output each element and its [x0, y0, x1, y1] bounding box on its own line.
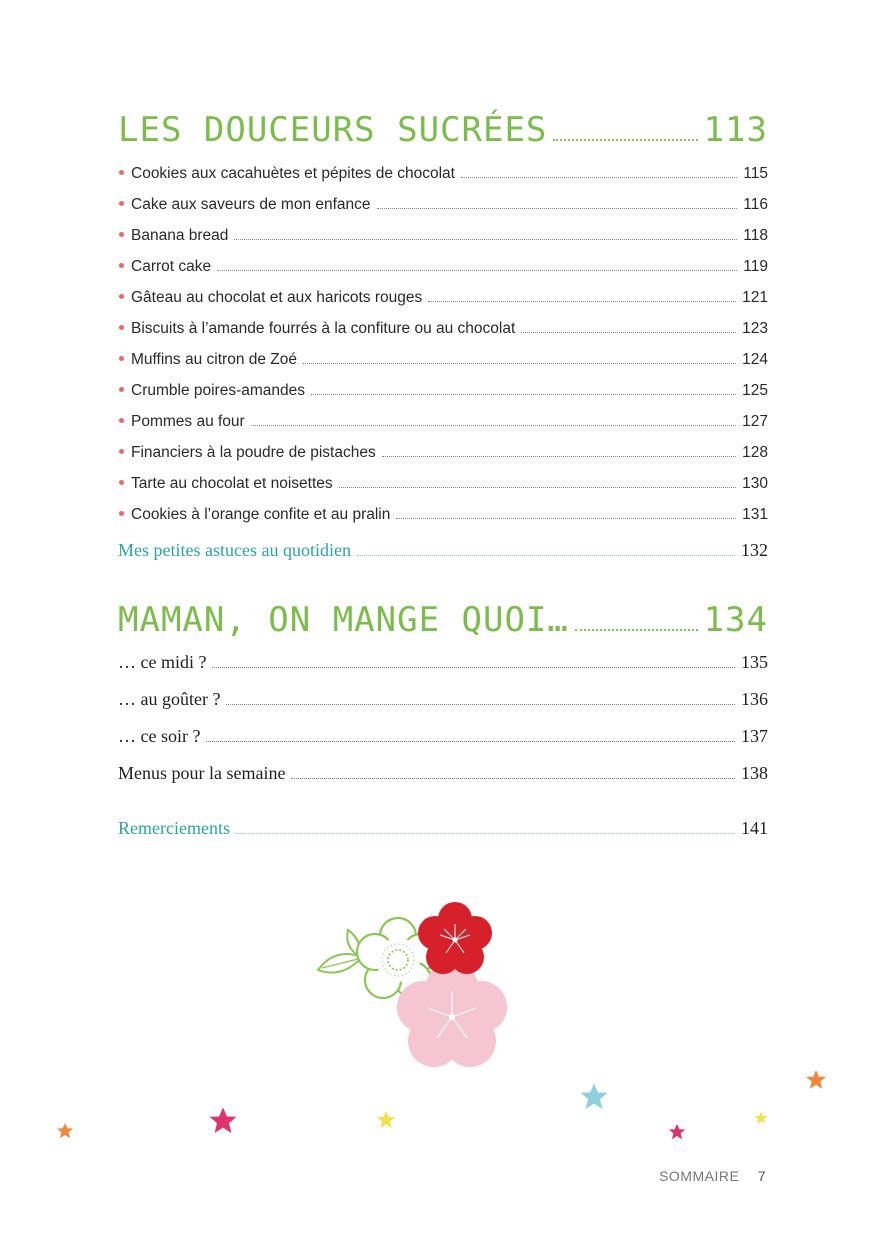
- leader-dots: [206, 732, 735, 742]
- section-title-douceurs[interactable]: [118, 110, 768, 150]
- toc-entry-page: 138: [741, 763, 768, 783]
- leader-dots: [291, 769, 735, 779]
- toc-entry-label: Cookies à l’orange confite et au pralin: [131, 506, 391, 523]
- leader-dots: [553, 127, 697, 141]
- leader-dots: [311, 386, 736, 395]
- toc-entry-page: 137: [741, 726, 768, 746]
- toc-entry-page: 141: [741, 818, 768, 838]
- toc-entry-label: Menus pour la semaine: [118, 763, 286, 783]
- section-page-number: 113: [703, 110, 768, 150]
- bullet-icon: [119, 325, 124, 330]
- leader-dots: [575, 617, 698, 631]
- toc-entry[interactable]: [118, 258, 768, 276]
- toc-entry-page: 124: [742, 351, 768, 368]
- toc-entry[interactable]: [118, 763, 768, 784]
- bullet-icon: [119, 263, 124, 268]
- bullet-icon: [119, 356, 124, 361]
- toc-entry-page: 136: [741, 689, 768, 709]
- toc-entry[interactable]: [118, 289, 768, 307]
- bullet-icon: [119, 449, 124, 454]
- toc-entry-label: Mes petites astuces au quotidien: [118, 540, 351, 560]
- section-title-label: MAMAN, ON MANGE QUOI…: [118, 600, 569, 640]
- toc-entry[interactable]: [118, 413, 768, 431]
- star-icon: [56, 1122, 74, 1140]
- section-page-number: 134: [703, 600, 768, 640]
- leader-dots: [521, 324, 736, 333]
- leader-dots: [428, 293, 736, 302]
- toc-entry-label: Cake aux saveurs de mon enfance: [131, 196, 371, 213]
- bullet-icon: [119, 387, 124, 392]
- star-icon: [208, 1106, 238, 1136]
- toc-entry-label: Remerciements: [118, 818, 230, 838]
- red-flower-icon: [418, 902, 492, 974]
- toc-entry[interactable]: [118, 652, 768, 673]
- toc-entry-remerciements[interactable]: [118, 818, 768, 839]
- toc-entry[interactable]: [118, 475, 768, 493]
- toc-entry-label: Carrot cake: [131, 258, 212, 275]
- page-footer: [659, 1168, 766, 1184]
- toc-entry-page: 135: [741, 652, 768, 672]
- leader-dots: [396, 510, 736, 519]
- toc-entry-page: 132: [741, 540, 768, 560]
- leader-dots: [377, 200, 738, 209]
- toc-entry[interactable]: [118, 320, 768, 338]
- toc-entry-page: 131: [742, 506, 768, 523]
- toc-entry-label: … ce soir ?: [118, 726, 201, 746]
- bullet-icon: [119, 232, 124, 237]
- toc-entry[interactable]: [118, 726, 768, 747]
- leader-dots: [217, 262, 737, 271]
- section-title-label: LES DOUCEURS SUCRÉES: [118, 110, 548, 150]
- toc-entry[interactable]: [118, 444, 768, 462]
- leader-dots: [339, 479, 737, 488]
- bullet-icon: [119, 294, 124, 299]
- toc-entry[interactable]: [118, 165, 768, 183]
- leader-dots: [212, 658, 735, 668]
- leader-dots: [236, 824, 735, 834]
- leader-dots: [357, 546, 735, 556]
- leader-dots: [303, 355, 736, 364]
- toc-entry-page: 128: [742, 444, 768, 461]
- bullet-icon: [119, 170, 124, 175]
- toc-entry-label: Muffins au citron de Zoé: [131, 351, 297, 368]
- toc-entry-page: 123: [742, 320, 768, 337]
- running-head: SOMMAIRE: [659, 1168, 740, 1184]
- toc-entry-page: 121: [742, 289, 768, 306]
- toc-entry-page: 127: [742, 413, 768, 430]
- toc-entry[interactable]: [118, 382, 768, 400]
- toc-entry[interactable]: [118, 351, 768, 369]
- toc-entry-label: Biscuits à l’amande fourrés à la confiture ou au chocolat: [131, 320, 516, 337]
- leader-dots: [234, 231, 737, 240]
- toc-entry[interactable]: [118, 227, 768, 245]
- toc-entry-label: Banana bread: [131, 227, 229, 244]
- leader-dots: [382, 448, 736, 457]
- toc-entry-label: Gâteau au chocolat et aux haricots rouges: [131, 289, 423, 306]
- toc-entry-tips[interactable]: [118, 540, 768, 561]
- toc-entry[interactable]: [118, 689, 768, 710]
- leader-dots: [226, 695, 735, 705]
- toc-entry-page: 115: [743, 165, 768, 182]
- bullet-icon: [119, 418, 124, 423]
- toc-entry-page: 118: [743, 227, 768, 244]
- toc-entry-page: 116: [743, 196, 768, 213]
- toc-entry-label: Pommes au four: [131, 413, 245, 430]
- star-icon: [579, 1082, 609, 1112]
- star-icon: [376, 1110, 396, 1130]
- toc-entry[interactable]: [118, 196, 768, 214]
- toc-entry-label: Crumble poires-amandes: [131, 382, 306, 399]
- leader-dots: [251, 417, 736, 426]
- bullet-icon: [119, 480, 124, 485]
- toc-entry-label: Financiers à la poudre de pistaches: [131, 444, 376, 461]
- leader-dots: [461, 169, 737, 178]
- toc-entry-page: 119: [743, 258, 768, 275]
- toc-entry-label: … au goûter ?: [118, 689, 221, 709]
- page-number: 7: [757, 1168, 766, 1184]
- star-icon: [754, 1111, 768, 1125]
- toc-entry-label: Tarte au chocolat et noisettes: [131, 475, 333, 492]
- flowers-illustration: [300, 895, 530, 1075]
- leaf-icon: [318, 930, 362, 973]
- toc-entry-page: 130: [742, 475, 768, 492]
- toc-entry[interactable]: [118, 506, 768, 524]
- star-icon: [805, 1069, 827, 1091]
- star-icon: [668, 1123, 686, 1141]
- section-title-maman[interactable]: [118, 600, 768, 640]
- toc-entry-page: 125: [742, 382, 768, 399]
- bullet-icon: [119, 201, 124, 206]
- toc-entry-label: Cookies aux cacahuètes et pépites de chocolat: [131, 165, 455, 182]
- toc-entry-label: … ce midi ?: [118, 652, 207, 672]
- bullet-icon: [119, 511, 124, 516]
